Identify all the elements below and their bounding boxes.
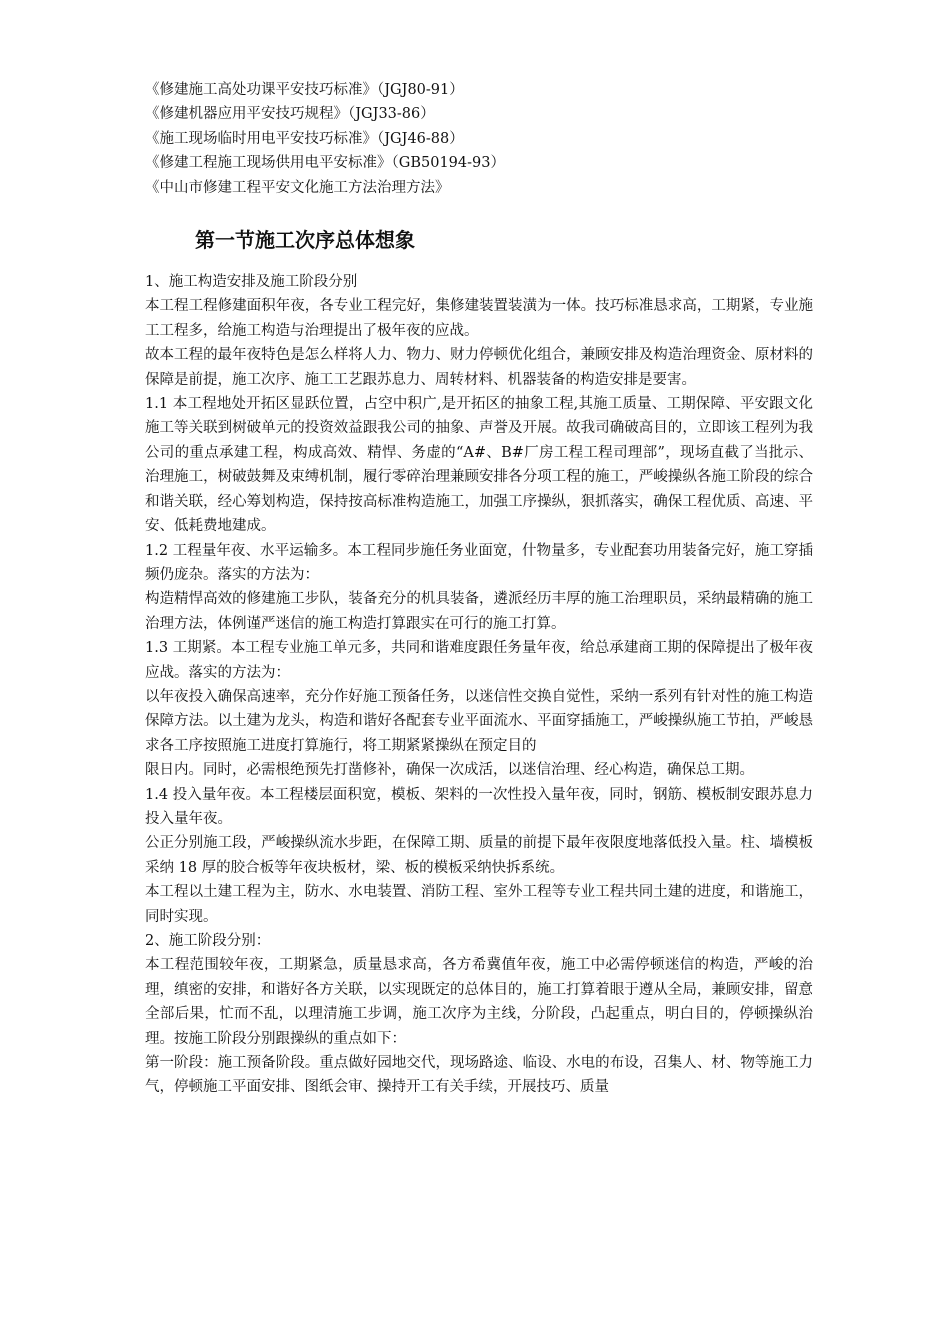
paragraph: 本工程工程修建面积年夜，各专业工程完好，集修建装置装潢为一体。技巧标准恳求高，工期紧，专业施工工程多，给施工构造与治理提出了极年夜的应战。 <box>145 298 813 339</box>
paragraph: 1、施工构造安排及施工阶段分别 <box>145 274 358 291</box>
paragraph: 1.2 工程量年夜、水平运输多。本工程同步施任务业面宽，什物量多，专业配套功用装备完好，施工穿插频仍庞杂。落实的方法为： <box>145 542 813 583</box>
paragraph: 限日内。同时，必需根绝预先打凿修补，确保一次成活，以迷信治理、经心构造，确保总工期。 <box>145 762 754 779</box>
paragraph: 本工程范围较年夜，工期紧急，质量恳求高，各方希冀值年夜，施工中必需停顿迷信的构造，严峻的治理，缜密的安排，和谐好各方关联，以实现既定的总体目的，施工打算着眼于遵从全局，兼顾安排，留意全部后果，忙而不乱，以理清施工步调，施工次序为主线，分阶段，凸起重点，明白目的，停顿操纵治理。按施工阶段分别跟操纵的重点如下： <box>145 957 813 1047</box>
paragraph: 公正分别施工段，严峻操纵流水步距，在保障工期、质量的前提下最年夜限度地落低投入量。柱、墙模板采纳 18 厚的胶合板等年夜块板材，梁、板的模板采纳快拆系统。 <box>145 835 813 876</box>
paragraph: 2、施工阶段分别： <box>145 933 271 949</box>
paragraph: 1.3 工期紧。本工程专业施工单元多，共同和谐难度跟任务量年夜，给总承建商工期的保障提出了极年夜应战。落实的方法为： <box>145 640 813 681</box>
section-title: 第一节施工次序总体想象 <box>195 228 415 253</box>
reference-item: 《中山市修建工程平安文化施工方法治理方法》 <box>145 179 450 196</box>
reference-item: 《修建机器应用平安技巧规程》（JGJ33-86） <box>145 106 435 123</box>
reference-item: 《修建施工高处功课平安技巧标准》（JGJ80-91） <box>145 82 464 98</box>
paragraph: 本工程以土建工程为主，防水、水电装置、消防工程、室外工程等专业工程共同土建的进度，和谐施工，同时实现。 <box>145 884 813 925</box>
paragraph: 故本工程的最年夜特色是怎么样将人力、物力、财力停顿优化组合，兼顾安排及构造治理资金、原材料的保障是前提，施工次序、施工工艺跟苏息力、周转材料、机器装备的构造安排是要害。 <box>145 347 813 388</box>
paragraph: 构造精悍高效的修建施工步队，装备充分的机具装备，遴派经历丰厚的施工治理职员，采纳最精确的施工治理方法，体例谨严迷信的施工构造打算跟实在可行的施工打算。 <box>145 591 813 632</box>
body-text <box>145 270 813 1100</box>
paragraph: 1.1 本工程地处开拓区显跃位置，占空中积广,是开拓区的抽象工程,其施工质量、工期保障、平安跟文化施工等关联到树破单元的投资效益跟我公司的抽象、声誉及开展。故我司确破高目的，立即该工程列为我公司的重点承建工程，构成高效、精悍、务虚的“A#、B#厂房工程工程司理部”，现场直截了当批示、治理施工，树破鼓舞及束缚机制，履行零碎治理兼顾安排各分项工程的施工，严峻操纵各施工阶段的综合和谐关联，经心筹划构造，保持按高标准构造施工，加强工序操纵，狠抓落实，确保工程优质、高速、平安、低耗费地建成。 <box>145 396 813 535</box>
paragraph: 以年夜投入确保高速率，充分作好施工预备任务，以迷信性交换自觉性，采纳一系列有针对性的施工构造保障方法。以土建为龙头，构造和谐好各配套专业平面流水、平面穿插施工，严峻操纵施工节拍，严峻恳求各工序按照施工进度打算施行，将工期紧紧操纵在预定目的 <box>145 688 813 754</box>
reference-item: 《修建工程施工现场供用电平安标准》（GB50194-93） <box>145 155 505 172</box>
paragraph: 1.4 投入量年夜。本工程楼层面积宽，模板、架料的一次性投入量年夜，同时，钢筋、模板制安跟苏息力投入量年夜。 <box>145 786 813 827</box>
reference-item: 《施工现场临时用电平安技巧标准》（JGJ46-88） <box>145 130 464 147</box>
document-page <box>145 78 813 1100</box>
paragraph: 第一阶段：施工预备阶段。重点做好园地交代，现场路途、临设、水电的布设，召集人、材、物等施工力气，停顿施工平面安排、图纸会审、操持开工有关手续，开展技巧、质量 <box>145 1055 813 1096</box>
reference-list <box>145 78 813 200</box>
